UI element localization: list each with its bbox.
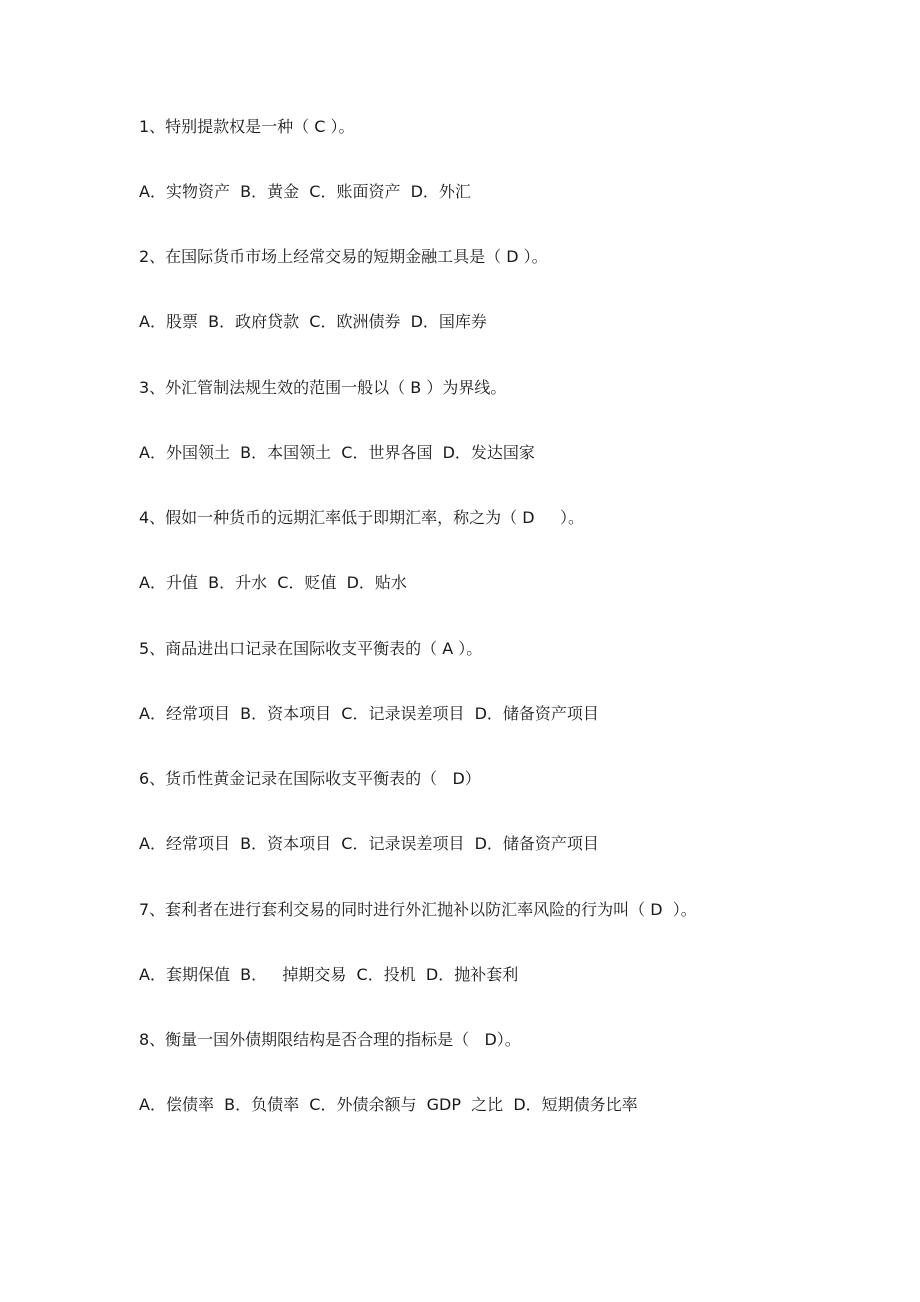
- question-7-options: A．套期保值 B． 掉期交易 C．投机 D．抛补套利: [139, 965, 519, 984]
- question-8-options: A．偿债率 B．负债率 C．外债余额与 GDP 之比 D．短期债务比率: [139, 1095, 638, 1114]
- question-4: 4、假如一种货币的远期汇率低于即期汇率，称之为（ D ）。: [139, 508, 585, 527]
- question-2-options: A．股票 B．政府贷款 C．欧洲债券 D．国库券: [139, 312, 487, 331]
- question-7: 7、套利者在进行套利交易的同时进行外汇抛补以防汇率风险的行为叫（ D ）。: [139, 900, 697, 919]
- question-5-options: A．经常项目 B．资本项目 C．记录误差项目 D．储备资产项目: [139, 704, 599, 723]
- question-3-options: A．外国领土 B．本国领土 C．世界各国 D．发达国家: [139, 443, 535, 462]
- question-1-options: A．实物资产 B．黄金 C．账面资产 D．外汇: [139, 182, 471, 201]
- question-6-options: A．经常项目 B．资本项目 C．记录误差项目 D．储备资产项目: [139, 834, 599, 853]
- question-6: 6、货币性黄金记录在国际收支平衡表的（ D）: [139, 769, 481, 788]
- question-8: 8、衡量一国外债期限结构是否合理的指标是（ D）。: [139, 1030, 521, 1049]
- question-2: 2、在国际货币市场上经常交易的短期金融工具是（ D ）。: [139, 247, 548, 266]
- question-3: 3、外汇管制法规生效的范围一般以（ B ）为界线。: [139, 378, 507, 397]
- question-1: 1、特别提款权是一种（ C ）。: [139, 117, 355, 136]
- question-5: 5、商品进出口记录在国际收支平衡表的（ A ）。: [139, 639, 483, 658]
- question-4-options: A．升值 B．升水 C．贬值 D．贴水: [139, 573, 407, 592]
